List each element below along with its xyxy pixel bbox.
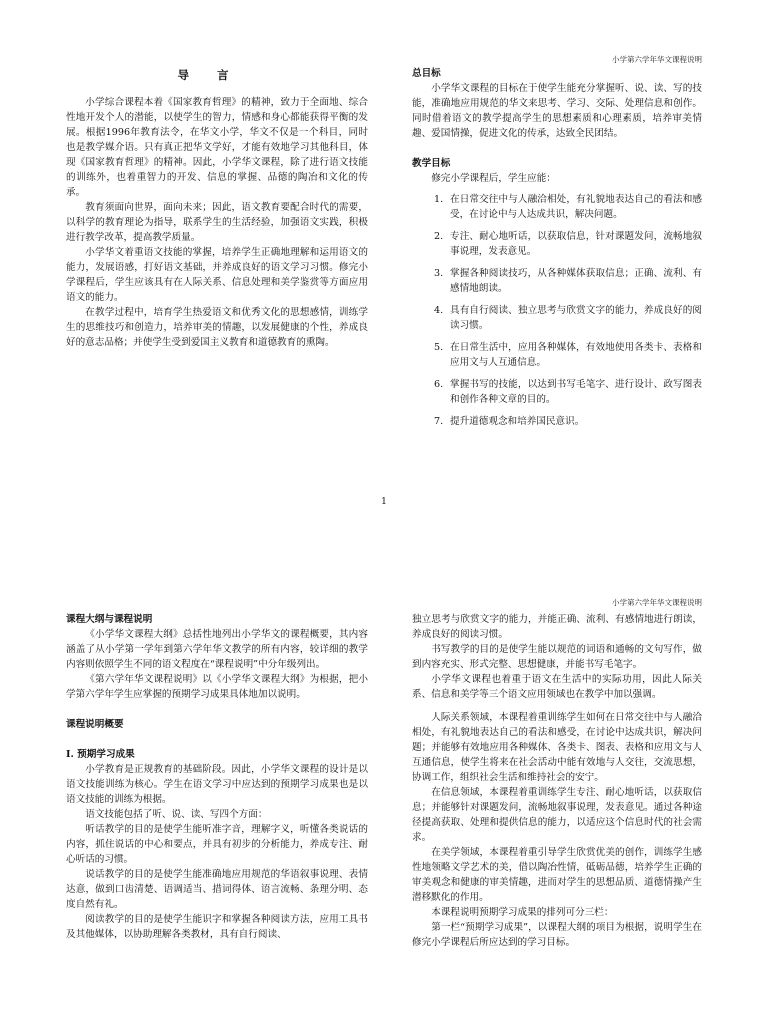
document-page-2 bbox=[0, 512, 768, 1024]
objectives-intro: 修完小学课程后，学生应能： bbox=[431, 173, 556, 184]
goal-heading: 总目标 bbox=[412, 68, 441, 79]
paragraph: 第一栏“预期学习成果”，以课程大纲的项目为根据，说明学生在修完小学课程后所应达到的学习目标。 bbox=[412, 922, 702, 948]
paragraph: 人际关系领域，本课程着重训练学生如何在日常交往中与人融洽相处，有礼貌地表达自己的看法和感受，在讨论中达成共识，解决问题；并能够有效地应用各种媒体、各类卡、图表、表格和应用文与人互通信息，使学生将来在社会活动中能有效地与人交往，交流思想，协调工作，组织社会生活和维持社会的安宁。 bbox=[412, 712, 702, 783]
paragraph: 在教学过程中，培育学生热爱语文和优秀文化的思想感情，训练学生的思维技巧和创造力，培养审美的情趣，以发展健康的个性，养成良好的意志品格；并使学生受到爱国主义教育和道德教育的熏陶。 bbox=[66, 307, 368, 348]
paragraph: 《小学华文课程大纲》总括性地列出小学华文的课程概要，其内容涵盖了从小学第一学年到第六学年华文教学的所有内容，较详细的教学内容则依照学生不同的语文程度在“课程说明”中分年级列出。 bbox=[66, 629, 368, 670]
paragraph: 小学华文课程的目标在于使学生能充分掌握听、说、读、写的技能，准确地应用规范的华文来思考、学习、交际、处理信息和创作。同时借着语文的教学提高学生的思想素质和心理素质，培养审美情趣、爱国情操，促进文化的传承，达致全民团结。 bbox=[412, 83, 702, 139]
objectives-list bbox=[412, 192, 702, 429]
subsection-heading: I. 预期学习成果 bbox=[66, 749, 135, 760]
paragraph: 本课程说明预期学习成果的排列可分三栏： bbox=[431, 907, 614, 918]
list-item: 4. 具有自行阅读、独立思考与欣赏文字的能力，养成良好的阅读习惯。 bbox=[434, 305, 702, 331]
paragraph: 在美学领域，本课程着重引导学生欣赏优美的创作，训练学生感性地领略文学艺术的美，借以陶冶性情，砥砺品德，培养学生正确的审美观念和健康的审美情趣，进而对学生的思想品质、道德情操产生潜移默化的作用。 bbox=[412, 847, 702, 903]
objectives-column bbox=[412, 66, 702, 436]
list-item: 2. 专注、耐心地听话，以获取信息，针对课题发问，流畅地叙事说理，发表意见。 bbox=[434, 231, 702, 257]
list-item: 6. 掌握书写的技能，以达到书写毛笔字、进行设计、政写图表和创作各种文章的目的。 bbox=[434, 379, 702, 405]
paragraph: 语文技能包括了听、说、读、写四个方面： bbox=[85, 809, 268, 820]
paragraph: 小学华文着重语文技能的掌握，培养学生正确地理解和运用语文的能力，发展语感，打好语文基础，并养成良好的语文学习习惯。修完小学课程后，学生应该具有在人际关系、信息处理和美学鉴赏等方面应用语文的能力。 bbox=[66, 247, 368, 303]
section-heading: 课程大纲与课程说明 bbox=[66, 614, 153, 625]
section-heading: 课程说明概要 bbox=[66, 719, 124, 730]
paragraph: 独立思考与欣赏文字的能力，并能正确、流利、有感情地进行朗读，养成良好的阅读习惯。 bbox=[412, 614, 702, 640]
paragraph: 阅读教学的目的是使学生能识字和掌握各种阅读方法，应用工具书及其他媒体，以协助理解各类教材，具有自行阅读、 bbox=[66, 914, 368, 940]
paragraph: 小学华文课程也着重于语文在生活中的实际功用，因此人际关系、信息和美学等三个语文应用领域也在教学中加以强调。 bbox=[412, 674, 702, 700]
curriculum-column bbox=[66, 612, 368, 942]
list-item: 5. 在日常生活中，应用各种媒体，有效地使用各类卡、表格和应用文与人互通信息。 bbox=[434, 342, 702, 368]
paragraph: 在信息领域，本课程着重训练学生专注、耐心地听话，以获取信息；并能够针对课题发问，流畅地叙事说理，发表意见。通过各种途径提高获取、处理和提供信息的能力，以适应这个信息时代的社会需求。 bbox=[412, 787, 702, 843]
paragraph: 小学综合课程本着《国家教育哲理》的精神，致力于全面地、综合性地开发个人的潜能，以使学生的智力，情感和身心都能获得平衡的发展。根据1996年教育法令，在华文小学，华文不仅是一个科目，同时也是教学媒介语。只有真正把华文学好，才能有效地学习其他科目，体现《国家教育哲理》的精神。因此，小学华文课程，除了进行语文技能的训练外，也着重智力的开发、信息的掌握、品德的陶冶和文化的传承。 bbox=[66, 97, 368, 198]
running-header: 小学第六学年华文课程说明 bbox=[612, 598, 702, 607]
paragraph: 说话教学的目的是使学生能准确地应用规范的华语叙事说理、表情达意，做到口齿清楚、语调适当、措词得体、语言流畅、条理分明、态度自然有礼。 bbox=[66, 869, 368, 910]
list-item: 3. 掌握各种阅读技巧，从各种媒体获取信息；正确、流利、有感情地朗读。 bbox=[434, 268, 702, 294]
paragraph: 书写教学的目的是使学生能以规范的词语和通畅的文句写作，做到内容充实、形式完整、思想健康，并能书写毛笔字。 bbox=[412, 644, 702, 670]
objectives-heading: 教学目标 bbox=[412, 158, 451, 169]
page-number: 1 bbox=[381, 497, 387, 507]
paragraph: 教育须面向世界，面向未来；因此，语文教育要配合时代的需要，以科学的教育理论为指导，联系学生的生活经验，加强语文实践，积极进行教学改革，提高教学质量。 bbox=[66, 202, 368, 243]
list-item: 1. 在日常交往中与人融洽相处，有礼貌地表达自己的看法和感受，在讨论中与人达成共识，解决问题。 bbox=[434, 194, 702, 220]
curriculum-column-continued bbox=[412, 612, 702, 950]
introduction-column bbox=[66, 68, 368, 350]
paragraph: 《第六学年华文课程说明》以《小学华文课程大纲》为根据，把小学第六学年学生应掌握的预期学习成果具体地加以说明。 bbox=[66, 674, 368, 700]
list-item: 7. 提升道德观念和培养国民意识。 bbox=[434, 416, 585, 427]
running-header: 小学第六学年华文课程说明 bbox=[612, 55, 702, 64]
paragraph: 听话教学的目的是使学生能听准字音，理解字义，听懂各类说话的内容，抓住说话的中心和要点，并具有初步的分析能力，养成专注、耐心听话的习惯。 bbox=[66, 824, 368, 865]
section-title: 导言 bbox=[177, 68, 257, 82]
paragraph: 小学教育是正规教育的基础阶段。因此，小学华文课程的设计是以语文技能训练为核心。学生在语文学习中应达到的预期学习成果也是以语文技能的训练为根据。 bbox=[66, 764, 368, 805]
